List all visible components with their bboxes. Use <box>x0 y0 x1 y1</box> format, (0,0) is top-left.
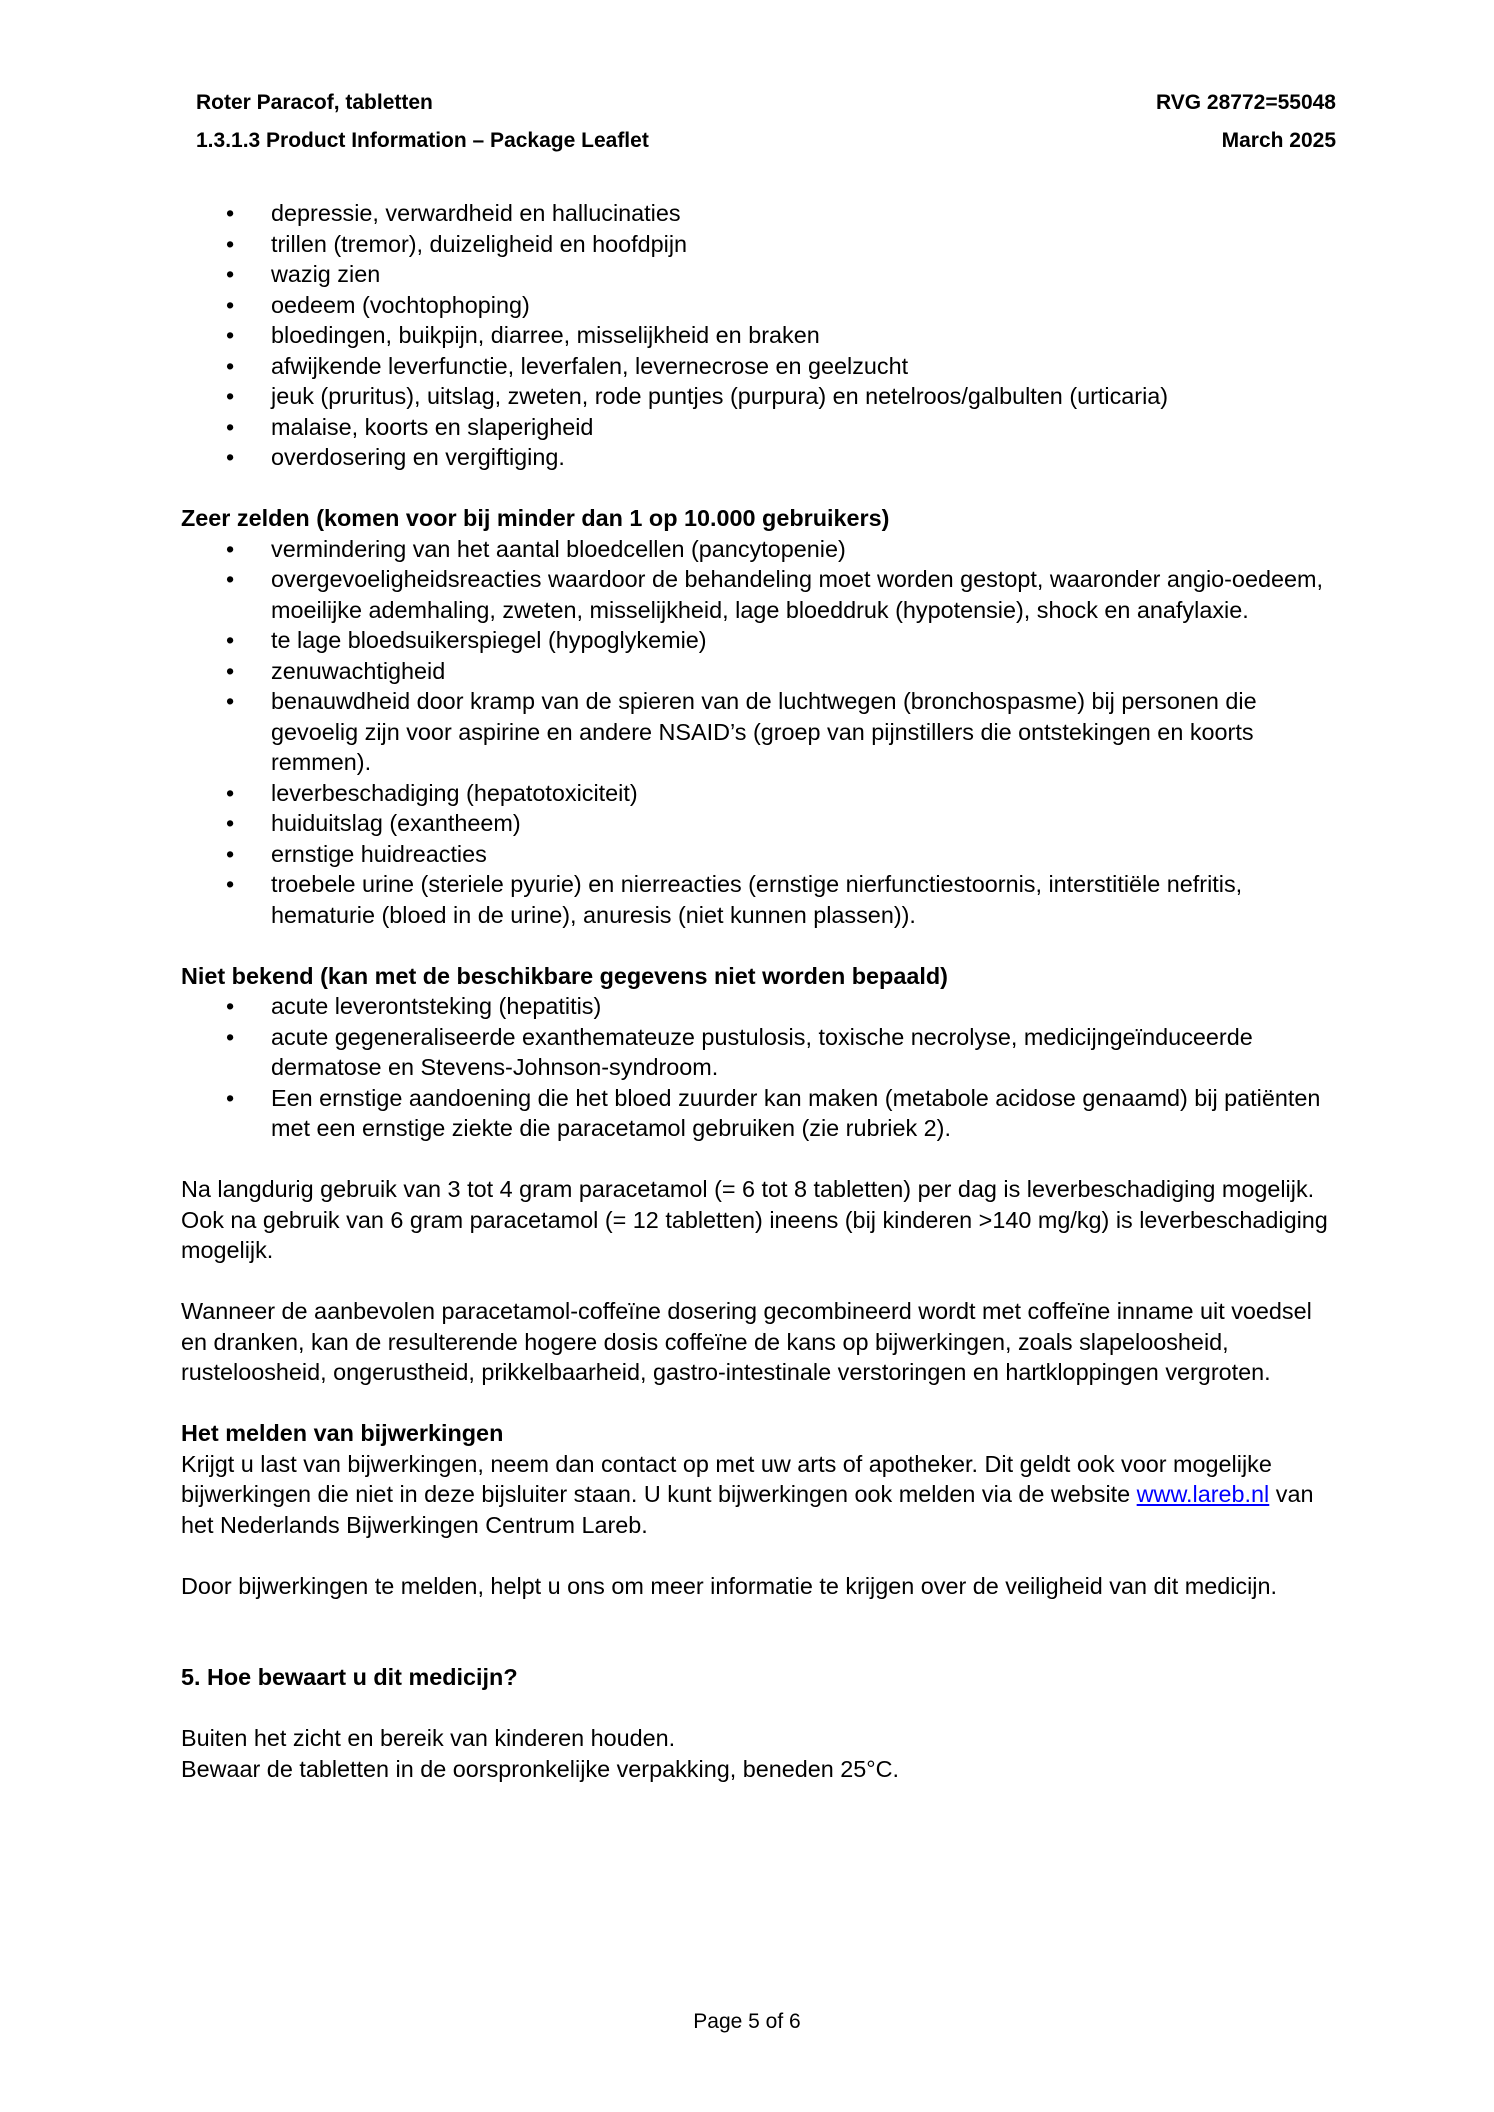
side-effects-list-very-rare <box>181 534 1331 931</box>
spacer <box>181 1540 1331 1571</box>
storage-line-1: Buiten het zicht en bereik van kinderen houden. <box>181 1725 676 1751</box>
list-item: • ernstige huidreacties <box>181 839 1331 870</box>
spacer <box>181 1693 1331 1724</box>
list-item: • depressie, verwardheid en hallucinaties <box>181 198 1331 229</box>
storage-line-2: Bewaar de tabletten in de oorspronkelijke verpakking, beneden 25°C. <box>181 1755 900 1782</box>
list-item: • benauwdheid door kramp van de spieren van de luchtwegen (bronchospasme) bij personen die gevoelig zijn voor aspirine en andere NSAID’s (groep van pijnstillers die ontstekingen en koorts remmen). <box>181 686 1331 778</box>
list-item: • oedeem (vochtophoping) <box>181 290 1331 321</box>
header-row-2 <box>196 128 1336 166</box>
very-rare-heading: Zeer zelden (komen voor bij minder dan 1 op 10.000 gebruikers) <box>181 505 890 531</box>
list-item: • huiduitslag (exantheem) <box>181 808 1331 839</box>
spacer <box>181 1266 1331 1297</box>
document-date: March 2025 <box>1221 129 1336 152</box>
list-item: • zenuwachtigheid <box>181 656 1331 687</box>
list-item: • vermindering van het aantal bloedcellen (pancytopenie) <box>181 534 1331 565</box>
list-item: • acute gegeneraliseerde exanthemateuze pustulosis, toxische necrolyse, medicijngeïnduceerde dermatose en Stevens-Johnson-syndroom. <box>181 1022 1331 1083</box>
spacer <box>181 473 1331 504</box>
rvg-number: RVG 28772=55048 <box>1155 91 1336 114</box>
storage-heading: 5. Hoe bewaart u dit medicijn? <box>181 1664 518 1690</box>
caffeine-paragraph: Wanneer de aanbevolen paracetamol-coffeïne dosering gecombineerd wordt met coffeïne inname uit voedsel en dranken, kan de resulterende hogere dosis coffeïne de kans op bijwerkingen, zoals slapeloosheid, rusteloosheid, ongerustheid, prikkelbaarheid, gastro-intestinale verstoringen en hartkloppingen vergroten. <box>181 1298 1312 1385</box>
list-item: • overgevoeligheidsreacties waardoor de behandeling moet worden gestopt, waaronder angio-oedeem, moeilijke ademhaling, zweten, misselijkheid, lage bloeddruk (hypotensie), shock en anafylaxie. <box>181 564 1331 625</box>
longterm-use-paragraph: Na langdurig gebruik van 3 tot 4 gram paracetamol (= 6 tot 8 tabletten) per dag is leverbeschadiging mogelijk. Ook na gebruik van 6 gram paracetamol (= 12 tabletten) ineens (bij kinderen >140 mg/kg) is leverbeschadiging mogelijk. <box>181 1176 1328 1263</box>
section-title: 1.3.1.3 Product Information – Package Leaflet <box>196 129 649 152</box>
unknown-frequency-heading: Niet bekend (kan met de beschikbare gegevens niet worden bepaald) <box>181 962 948 989</box>
leaflet-content <box>181 198 1331 1784</box>
page-header <box>196 90 1336 166</box>
side-effects-list-rare <box>181 198 1331 473</box>
reporting-heading: Het melden van bijwerkingen <box>181 1420 504 1446</box>
page-number: Page 5 of 6 <box>693 2010 801 2033</box>
list-item: • afwijkende leverfunctie, leverfalen, levernecrose en geelzucht <box>181 351 1331 382</box>
list-item: • bloedingen, buikpijn, diarree, misselijkheid en braken <box>181 320 1331 351</box>
list-item: • te lage bloedsuikerspiegel (hypoglykemie) <box>181 625 1331 656</box>
list-item: • jeuk (pruritus), uitslag, zweten, rode puntjes (purpura) en netelroos/galbulten (urticaria) <box>181 381 1331 412</box>
list-item: • malaise, koorts en slaperigheid <box>181 412 1331 443</box>
list-item: • Een ernstige aandoening die het bloed zuurder kan maken (metabole acidose genaamd) bij patiënten met een ernstige ziekte die paracetamol gebruiken (zie rubriek 2). <box>181 1083 1331 1144</box>
list-item: • acute leverontsteking (hepatitis) <box>181 991 1331 1022</box>
lareb-link[interactable]: www.lareb.nl <box>1136 1481 1270 1507</box>
spacer <box>181 1144 1331 1175</box>
list-item: • overdosering en vergiftiging. <box>181 442 1331 473</box>
spacer <box>181 930 1331 961</box>
reporting-benefit-paragraph: Door bijwerkingen te melden, helpt u ons om meer informatie te krijgen over de veiligheid van dit medicijn. <box>181 1572 1278 1599</box>
header-row-1 <box>196 90 1336 128</box>
list-item: • trillen (tremor), duizeligheid en hoofdpijn <box>181 229 1331 260</box>
list-item: • troebele urine (steriele pyurie) en nierreacties (ernstige nierfunctiestoornis, interstitiële nefritis, hematurie (bloed in de urine), anuresis (niet kunnen plassen)). <box>181 869 1331 930</box>
list-item: • wazig zien <box>181 259 1331 290</box>
side-effects-list-unknown <box>181 991 1331 1144</box>
reporting-text-after: van het Nederlands Bijwerkingen Centrum Lareb. <box>181 1481 1314 1538</box>
reporting-text-before: Krijgt u last van bijwerkingen, neem dan contact op met uw arts of apotheker. Dit geldt ook voor mogelijke bijwerkingen die niet in deze bijsluiter staan. U kunt bijwerkingen ook melden via de website <box>181 1450 1272 1507</box>
list-item: • leverbeschadiging (hepatotoxiciteit) <box>181 778 1331 809</box>
product-name: Roter Paracof, tabletten <box>196 91 433 114</box>
spacer <box>181 1601 1331 1662</box>
spacer <box>181 1388 1331 1419</box>
reporting-paragraph <box>181 1449 1331 1541</box>
